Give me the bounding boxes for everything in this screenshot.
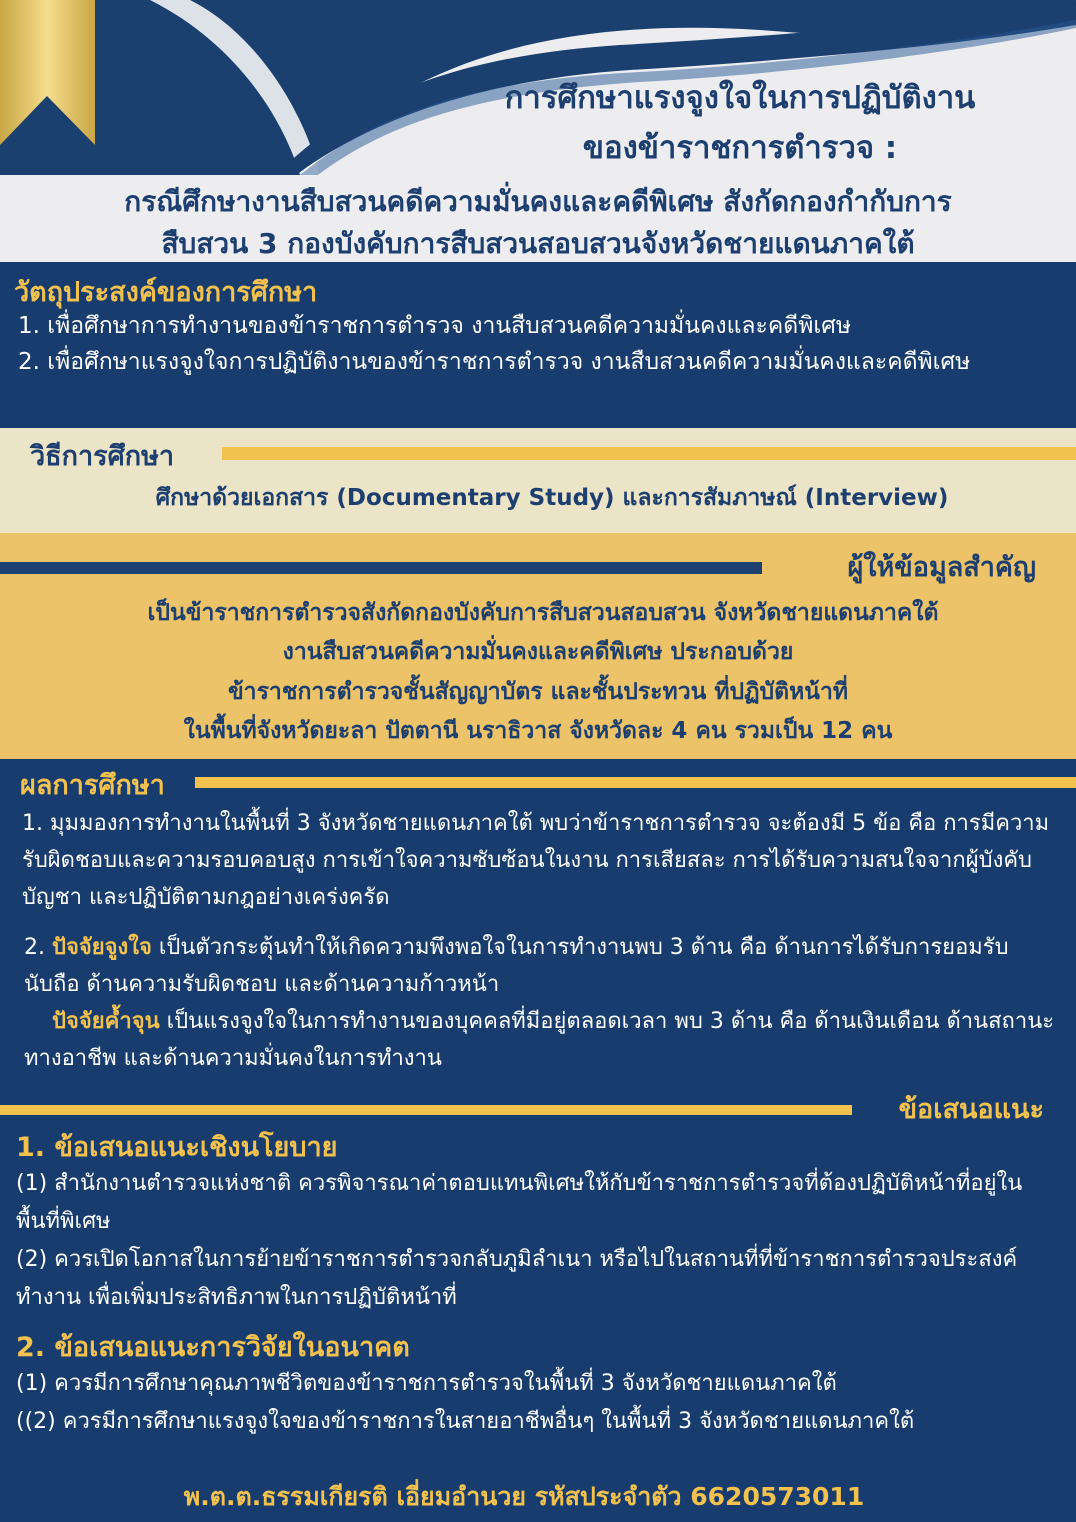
hygiene-factor-text: เป็นแรงจูงใจในการทำงานของบุคคลที่มีอยู่ตลอดเวลา พบ 3 ด้าน คือ ด้านเงินเดือน ด้านสถานะทางอาชีพ และด้านความมั่นคงในการทำงาน — [24, 1009, 1055, 1071]
policy-recommendation-list — [16, 1165, 1056, 1317]
subtitle-line-2: สืบสวน 3 กองบังคับการสืบสวนสอบสวนจังหวัดชายแดนภาคใต้ — [161, 227, 915, 260]
informant-line-3: ข้าราชการตำรวจชั้นสัญญาบัตร และชั้นประทวน ที่ปฏิบัติหน้าที่ — [227, 679, 849, 705]
informant-line-1: เป็นข้าราชการตำรวจสังกัดกองบังคับการสืบสวนสอบสวน จังหวัดชายแดนภาคใต้ — [147, 600, 939, 626]
gold-ribbon-icon — [0, 0, 95, 145]
header-banner — [0, 0, 1076, 262]
results-item-2 — [24, 929, 1064, 1077]
future-research-list — [16, 1365, 1064, 1441]
recommendation-section — [0, 1094, 1076, 1522]
results-item-2-prefix: 2. — [24, 935, 52, 960]
policy-recommendation-item-2: (2) ควรเปิดโอกาสในการย้ายข้าราชการตำรวจกลับภูมิลำเนา หรือไปในสถานที่ที่ข้าราชการตำรวจประสงค์ทำงาน เพื่อเพิ่มประสิทธิภาพในการปฏิบัติหน้าที่ — [16, 1247, 1018, 1310]
motivator-factor-text: เป็นตัวกระตุ้นทำให้เกิดความพึงพอใจในการทำงานพบ 3 ด้าน คือ ด้านการได้รับการยอมรับนับถือ ด้านความรับผิดชอบ และด้านความก้าวหน้า — [24, 935, 1009, 997]
method-divider-bar — [222, 447, 1076, 460]
informant-line-2: งานสืบสวนคดีความมั่นคงและคดีพิเศษ ประกอบด้วย — [282, 639, 794, 665]
recommendation-heading: ข้อเสนอแนะ — [898, 1094, 1044, 1125]
informant-heading: ผู้ให้ข้อมูลสำคัญ — [847, 552, 1036, 583]
future-research-item-2: ((2) ควรมีการศึกษาแรงจูงใจของข้าราชการในสายอาชีพอื่นๆ ในพื้นที่ 3 จังหวัดชายแดนภาคใต้ — [16, 1409, 915, 1434]
title-line-1: การศึกษาแรงจูงใจในการปฏิบัติงาน — [504, 80, 976, 116]
objective-section — [0, 262, 1076, 428]
future-research-heading: 2. ข้อเสนอแนะการวิจัยในอนาคต — [16, 1332, 410, 1363]
motivator-factor-label: ปัจจัยจูงใจ — [51, 935, 152, 960]
objective-item-2: 2. เพื่อศึกษาแรงจูงใจการปฏิบัติงานของข้าราชการตำรวจ งานสืบสวนคดีความมั่นคงและคดีพิเศษ — [18, 349, 971, 375]
results-divider-bar — [195, 777, 1076, 788]
results-item-1: 1. มุมมองการทำงานในพื้นที่ 3 จังหวัดชายแดนภาคใต้ พบว่าข้าราชการตำรวจ จะต้องมี 5 ข้อ คือ การมีความรับผิดชอบและความรอบคอบสูง การเข้าใจความซับซ้อนในงาน การเสียสละ การได้รับความสนใจจากผู้บังคับบัญชา และปฏิบัติตามกฎอย่างเคร่งครัด — [22, 811, 1050, 910]
objective-item-1: 1. เพื่อศึกษาการทำงานของข้าราชการตำรวจ งานสืบสวนคดีความมั่นคงและคดีพิเศษ — [18, 313, 851, 339]
informant-section — [0, 533, 1076, 759]
author-credit: พ.ต.ต.ธรรมเกียรติ เอี่ยมอำนวย รหัสประจำตัว 6620573011 — [183, 1482, 865, 1511]
method-heading: วิธีการศึกษา — [30, 441, 175, 472]
recommendation-divider-bar — [0, 1105, 852, 1115]
method-section — [0, 428, 1076, 533]
subtitle-line-1: กรณีศึกษางานสืบสวนคดีความมั่นคงและคดีพิเศษ สังกัดกองกำกับการ — [124, 185, 952, 218]
informant-line-4: ในพื้นที่จังหวัดยะลา ปัตตานี นราธิวาส จังหวัดละ 4 คน รวมเป็น 12 คน — [183, 718, 893, 744]
results-section — [0, 759, 1076, 1099]
hygiene-factor-label: ปัจจัยค้ำจุน — [52, 1009, 160, 1034]
policy-recommendation-heading: 1. ข้อเสนอแนะเชิงนโยบาย — [16, 1132, 338, 1163]
informant-divider-bar — [0, 562, 762, 574]
future-research-item-1: (1) ควรมีการศึกษาคุณภาพชีวิตของข้าราชการตำรวจในพื้นที่ 3 จังหวัดชายแดนภาคใต้ — [16, 1371, 837, 1396]
results-heading: ผลการศึกษา — [20, 770, 165, 801]
title-line-2: ของข้าราชการตำรวจ : — [582, 130, 898, 166]
policy-recommendation-item-1: (1) สำนักงานตำรวจแห่งชาติ ควรพิจารณาค่าตอบแทนพิเศษให้กับข้าราชการตำรวจที่ต้องปฏิบัติหน้าที่อยู่ในพื้นที่พิเศษ — [16, 1171, 1023, 1234]
objective-heading: วัตถุประสงค์ของการศึกษา — [14, 277, 318, 308]
method-text: ศึกษาด้วยเอกสาร (Documentary Study) และการสัมภาษณ์ (Interview) — [155, 485, 949, 511]
